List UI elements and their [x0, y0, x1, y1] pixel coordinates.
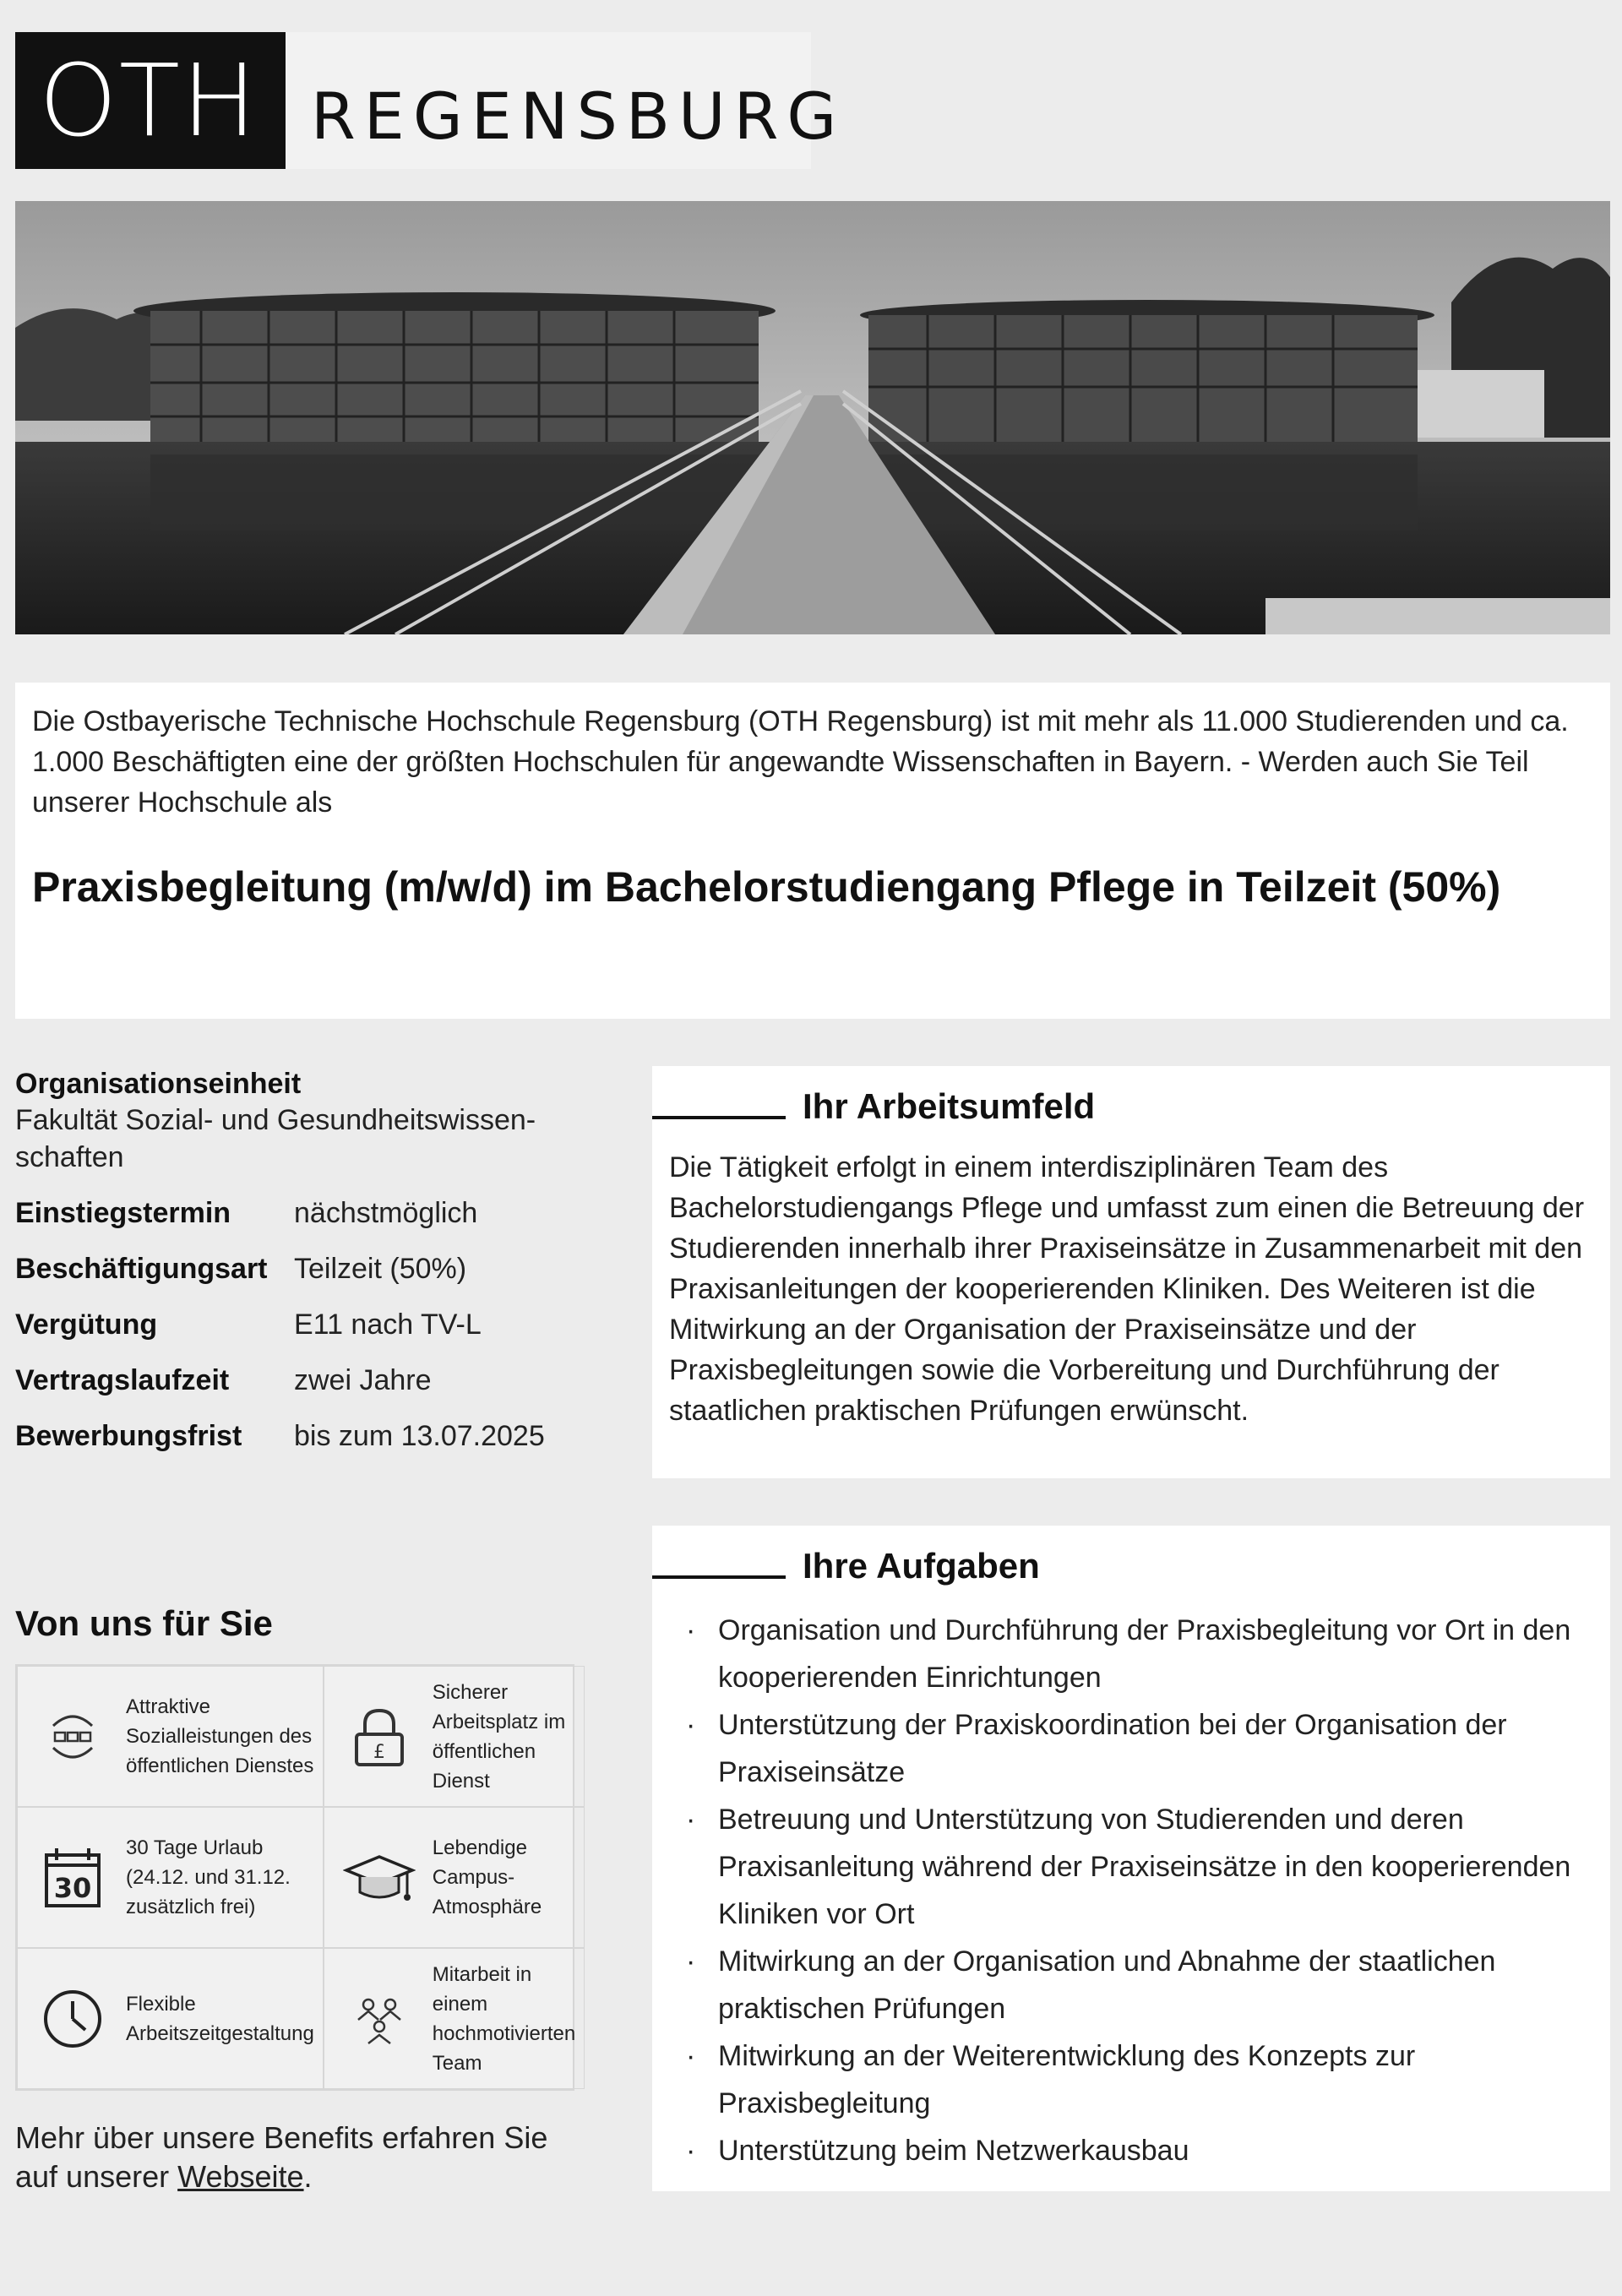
graduation-cap-icon [343, 1842, 416, 1914]
fact-row [15, 1306, 623, 1343]
benefits-title: Von uns für Sie [15, 1603, 273, 1643]
benefit-text: Lebendige Campus-Atmosphäre [432, 1836, 542, 1918]
campus-photo [15, 201, 1610, 634]
svg-text:£: £ [373, 1741, 385, 1763]
fact-value: E11 nach TV-L [294, 1309, 482, 1341]
list-item: · Unterstützung der Praxiskoordination bei der Organisation der Praxiseinsätze [652, 1701, 1593, 1796]
benefit-item [17, 1948, 324, 2089]
fact-value: bis zum 13.07.2025 [294, 1420, 545, 1452]
benefit-text: Flexible Arbeitszeitgestaltung [126, 1992, 314, 2045]
arbeitsumfeld-text: Die Tätigkeit erfolgt in einem interdisziplinären Team des Bachelorstudiengangs Pflege und umfasst zum einen die Betreuung der Studierenden innerhalb ihrer Praxiseinsätze in Zusammenarbeit mit den Praxisanleitungen der kooperierenden Kliniken. Des Weiteren ist die Mitwirkung an der Organisation der Praxiseinsätze und der Praxisbegleitungen sowie die Vorbereitung und Durchführung der staatlichen praktischen Prüfungen erwünscht. [669, 1151, 1585, 1427]
arbeitsumfeld-title: Ihr Arbeitsumfeld [803, 1086, 1096, 1126]
intro-text: Die Ostbayerische Technische Hochschule Regensburg (OTH Regensburg) ist mit mehr als 11.000 Studierenden und ca. 1.000 Beschäftigten eine der größten Hochschulen für angewandte Wissenschaften in Bayern. - Werden auch Sie Teil unserer Hochschule als [32, 705, 1569, 819]
benefit-text: 30 Tage Urlaub (24.12. und 31.12. zusätzlich frei) [126, 1836, 291, 1918]
benefits-grid [15, 1664, 574, 2091]
fact-row [15, 1417, 623, 1455]
benefit-item [324, 1807, 585, 1948]
list-item: · Mitwirkung an der Organisation und Abnahme der staatlichen praktischen Prüfungen [652, 1938, 1593, 2032]
hero-image [15, 201, 1610, 634]
benefit-text: Mitarbeit in einem hochmotivierten Team [432, 1962, 576, 2075]
list-item: · Mitwirkung an der Weiterentwicklung des Konzepts zur Praxisbegleitung [652, 2032, 1593, 2127]
list-item: · Organisation und Durchführung der Praxisbegleitung vor Ort in den kooperierenden Einrichtungen [652, 1607, 1593, 1701]
fact-key: Beschäftigungsart [15, 1253, 268, 1285]
benefit-item [17, 1807, 324, 1948]
aufgaben-title: Ihre Aufgaben [803, 1546, 1040, 1586]
logo-wordmark: REGENSBURG [311, 79, 846, 154]
clock-icon [36, 1983, 109, 2055]
fact-row [15, 1250, 623, 1287]
card-header [652, 1526, 1610, 1607]
more-suffix: . [303, 2159, 313, 2194]
calendar-icon [36, 1842, 109, 1914]
list-item: · Betreuung und Unterstützung von Studierenden und deren Praxisanleitung während der Praxiseinsätze in den kooperierenden Kliniken vor Ort [652, 1796, 1593, 1938]
team-icon [343, 1983, 416, 2055]
logo-mark-text: OTH [39, 42, 259, 159]
arbeitsumfeld-card [652, 1066, 1610, 1478]
padlock-icon [343, 1700, 416, 1773]
aufgaben-card [652, 1526, 1610, 2191]
logo-mark [15, 32, 286, 169]
benefit-text: Attraktive Sozialleistungen des öffentlichen Dienstes [126, 1695, 314, 1777]
fact-value: nächstmöglich [294, 1197, 478, 1229]
aufgaben-list [652, 1607, 1610, 2174]
benefit-item [324, 1948, 585, 2089]
list-item: · Unterstützung beim Netzwerkausbau [652, 2127, 1593, 2174]
logo [15, 32, 846, 169]
benefit-text: Sicherer Arbeitsplatz im öffentlichen Dienst [432, 1680, 566, 1793]
fact-row [15, 1194, 623, 1232]
benefit-item [17, 1666, 324, 1807]
job-title: Praxisbegleitung (m/w/d) im Bachelorstudiengang Pflege in Teilzeit (50%) [32, 863, 1501, 911]
fact-key: Bewerbungsfrist [15, 1420, 242, 1452]
heading-rule [652, 1575, 786, 1579]
fact-key: Einstiegstermin [15, 1197, 231, 1229]
fact-value: zwei Jahre [294, 1364, 432, 1396]
fact-key: Vergütung [15, 1309, 158, 1341]
benefits-more-text [15, 2119, 590, 2196]
card-header [652, 1066, 1610, 1147]
job-facts [15, 1066, 623, 1455]
heading-rule [652, 1116, 786, 1119]
intro-card [15, 683, 1610, 1019]
calendar-day: 30 [53, 1871, 92, 1904]
website-link[interactable]: Webseite [177, 2159, 304, 2194]
org-label: Organisationseinheit [15, 1068, 302, 1100]
fact-row [15, 1362, 623, 1399]
more-prefix: Mehr über unsere Benefits erfahren Sie auf unserer [15, 2120, 548, 2194]
social-benefits-icon [36, 1700, 109, 1773]
benefit-item [324, 1666, 585, 1807]
fact-key: Vertragslaufzeit [15, 1364, 230, 1396]
fact-value: Teilzeit (50%) [294, 1253, 467, 1285]
org-value: Fakultät Sozial- und Gesundheitswissen-schaften [15, 1104, 536, 1173]
